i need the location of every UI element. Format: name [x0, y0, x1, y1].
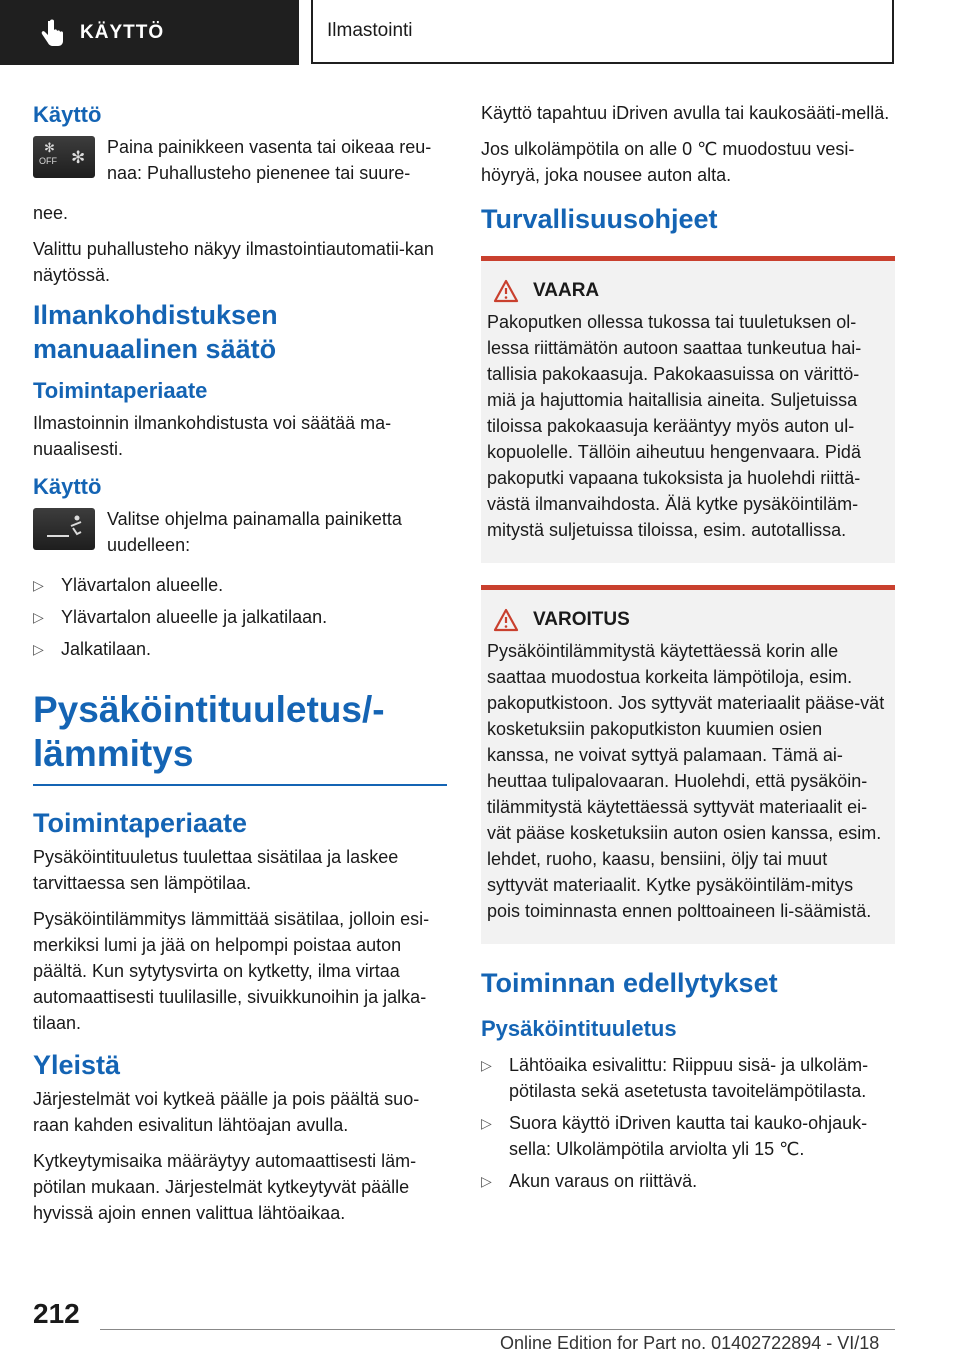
heading-rule: [33, 784, 447, 786]
warning-title: VAROITUS: [533, 609, 630, 630]
list-item: ▷ Suora käyttö iDriven kautta tai kauko-ohjauk-sella: Ulkolämpötila arviolta yli 15 ℃.: [481, 1110, 895, 1162]
danger-box: [481, 256, 895, 563]
airflow-button-row: [33, 506, 447, 568]
list-item: ▷ Lähtöaika esivalittu: Riippuu sisä- ja ulkoläm-pötilasta sekä asetetusta tavoitelämpötilasta.: [481, 1052, 895, 1104]
list-item: ▷ Ylävartalon alueelle.: [33, 572, 447, 598]
heading-parking-ventilation-sub: Pysäköintituuletus: [481, 1016, 677, 1041]
triangle-bullet-icon: ▷: [481, 1115, 492, 1131]
list-item: ▷ Jalkatilaan.: [33, 636, 447, 662]
danger-title: VAARA: [533, 280, 600, 301]
ventilation-text: Pysäköintituuletus tuulettaa sisätilaa ja laskee tarvittaessa sen lämpötilaa.: [33, 847, 399, 893]
edition-text: Online Edition for Part no. 01402722894 - VI/18: [500, 1333, 880, 1353]
fan-display-text: Valittu puhallusteho näkyy ilmastointiautomatii-kan näytössä.: [33, 239, 434, 285]
heading-toimintaperiaate: Toimintaperiaate: [33, 378, 208, 403]
general-text-1: Järjestelmät voi kytkeä päälle ja pois päältä suo-raan kahden esivalitun lähtöajan avulla.: [33, 1089, 420, 1135]
fan-instructions: Paina painikkeen vasenta tai oikeaa reu-naa: Puhallusteho pienenee tai suure-: [107, 137, 432, 183]
heading-parking-ventilation: Pysäköintituuletus/-lämmitys: [33, 689, 385, 774]
triangle-bullet-icon: ▷: [481, 1057, 492, 1073]
page-number: 212: [33, 1298, 80, 1329]
section-title: KÄYTTÖ: [80, 21, 165, 43]
fan-button-row: [33, 134, 447, 196]
fan-speed-button-icon: [33, 136, 95, 178]
triangle-bullet-icon: ▷: [33, 609, 44, 625]
hand-pointer-icon: [40, 18, 66, 48]
chapter-title: Ilmastointi: [327, 20, 413, 41]
danger-text: Pakoputken ollessa tukossa tai tuuletuksen ol-lessa riittämätön autoon saattaa tunkeutua hai-tallisia pakokaasuja. Pakokaasuissa on värittö-miä ja hajuttomia haitallisia aineita. Suljetuissa tiloissa pakokaasuja kerääntyy myös auton ul-kopuolelle. Tällöin aiheutuu hengenvaara. Pidä pakoputki vapaana tukoksista ja huolehdi riittä-västä ilmanvaihdosta. Älä kytke pysäköintiläm-mitystä suljetuissa tiloissa, esim. autotallissa.: [487, 312, 862, 540]
airflow-distribution-button-icon: [33, 508, 95, 550]
heading-yleista: Yleistä: [33, 1050, 121, 1080]
right-column: [481, 100, 895, 1204]
requirements-list: [481, 1052, 895, 1194]
heading-kaytto-2: Käyttö: [33, 474, 102, 499]
idrive-text: Käyttö tapahtuu iDriven avulla tai kaukosääti-mellä.: [481, 103, 890, 123]
warning-text: Pysäköintilämmitystä käytettäessä korin alle saattaa muodostua korkeita lämpötiloja, esim. pakoputkistoon. Jos syttyvät materiaalit pääse-vät kosketuksiin pakoputkiston kuumien osien kanssa, ne voivat syttyä palamaan. Tämä ai-heuttaa tulipalovaaran. Huolehdi, että pysäköin-tilämmitystä käytettäessä syttyvät materiaalit ei-vät pääse kosketuksiin auton osien kanssa, esim. lehdet, ruoho, kaasu, bensiini, öljy tai muut syttyvät materiaalit. Kytke pysäköintiläm-mitys pois toiminnasta ennen polttoaineen li-säämistä.: [487, 641, 885, 921]
heading-kaytto: Käyttö: [33, 102, 102, 127]
warning-box: [481, 585, 895, 944]
warning-triangle-icon: [493, 279, 519, 303]
fan-large-icon: ✻: [71, 148, 86, 167]
fan-instructions-cont: nee.: [33, 203, 69, 223]
chapter-tab: [311, 0, 894, 64]
airflow-arrows-icon: [33, 508, 95, 550]
airflow-options-list: [33, 572, 447, 662]
warning-triangle-icon: [493, 608, 519, 632]
airflow-principle-text: Ilmastoinnin ilmankohdistusta voi säätää ma-nuaalisesti.: [33, 413, 392, 459]
triangle-bullet-icon: ▷: [33, 577, 44, 593]
fan-small-icon: ✻: [44, 140, 55, 155]
triangle-bullet-icon: ▷: [481, 1173, 492, 1189]
vapor-text: Jos ulkolämpötila on alle 0 ℃ muodostuu vesi-höyryä, joka nousee auton alta.: [481, 139, 855, 185]
general-text-2: Kytkeytymisaika määräytyy automaattisesti läm-pötilan mukaan. Järjestelmät kytkeytyvät päälle hyvissä ajoin ennen valittua lähtöaikaa.: [33, 1151, 417, 1223]
list-item: ▷ Akun varaus on riittävä.: [481, 1168, 895, 1194]
left-column: [33, 100, 447, 1236]
off-label: OFF: [39, 156, 57, 166]
heading-safety: Turvallisuusohjeet: [481, 204, 718, 234]
heading-manual-airflow: Ilmankohdistuksen manuaalinen säätö: [33, 300, 278, 364]
heading-requirements: Toiminnan edellytykset: [481, 968, 778, 998]
list-item: ▷ Ylävartalon alueelle ja jalkatilaan.: [33, 604, 447, 630]
heating-text: Pysäköintilämmitys lämmittää sisätilaa, jolloin esi-merkiksi lumi ja jää on helpompi poistaa auton päältä. Kun sytytysvirta on kytketty, ilma virtaa automaattisesti tuulilasille, sivuikkunoihin ja jalka-tilaan.: [33, 909, 430, 1033]
section-tab: [0, 0, 299, 65]
airflow-instructions: Valitse ohjelma painamalla painiketta uudelleen:: [107, 509, 402, 555]
heading-toimintaperiaate-2: Toimintaperiaate: [33, 808, 248, 838]
footer-rule: [100, 1329, 895, 1330]
triangle-bullet-icon: ▷: [33, 641, 44, 657]
